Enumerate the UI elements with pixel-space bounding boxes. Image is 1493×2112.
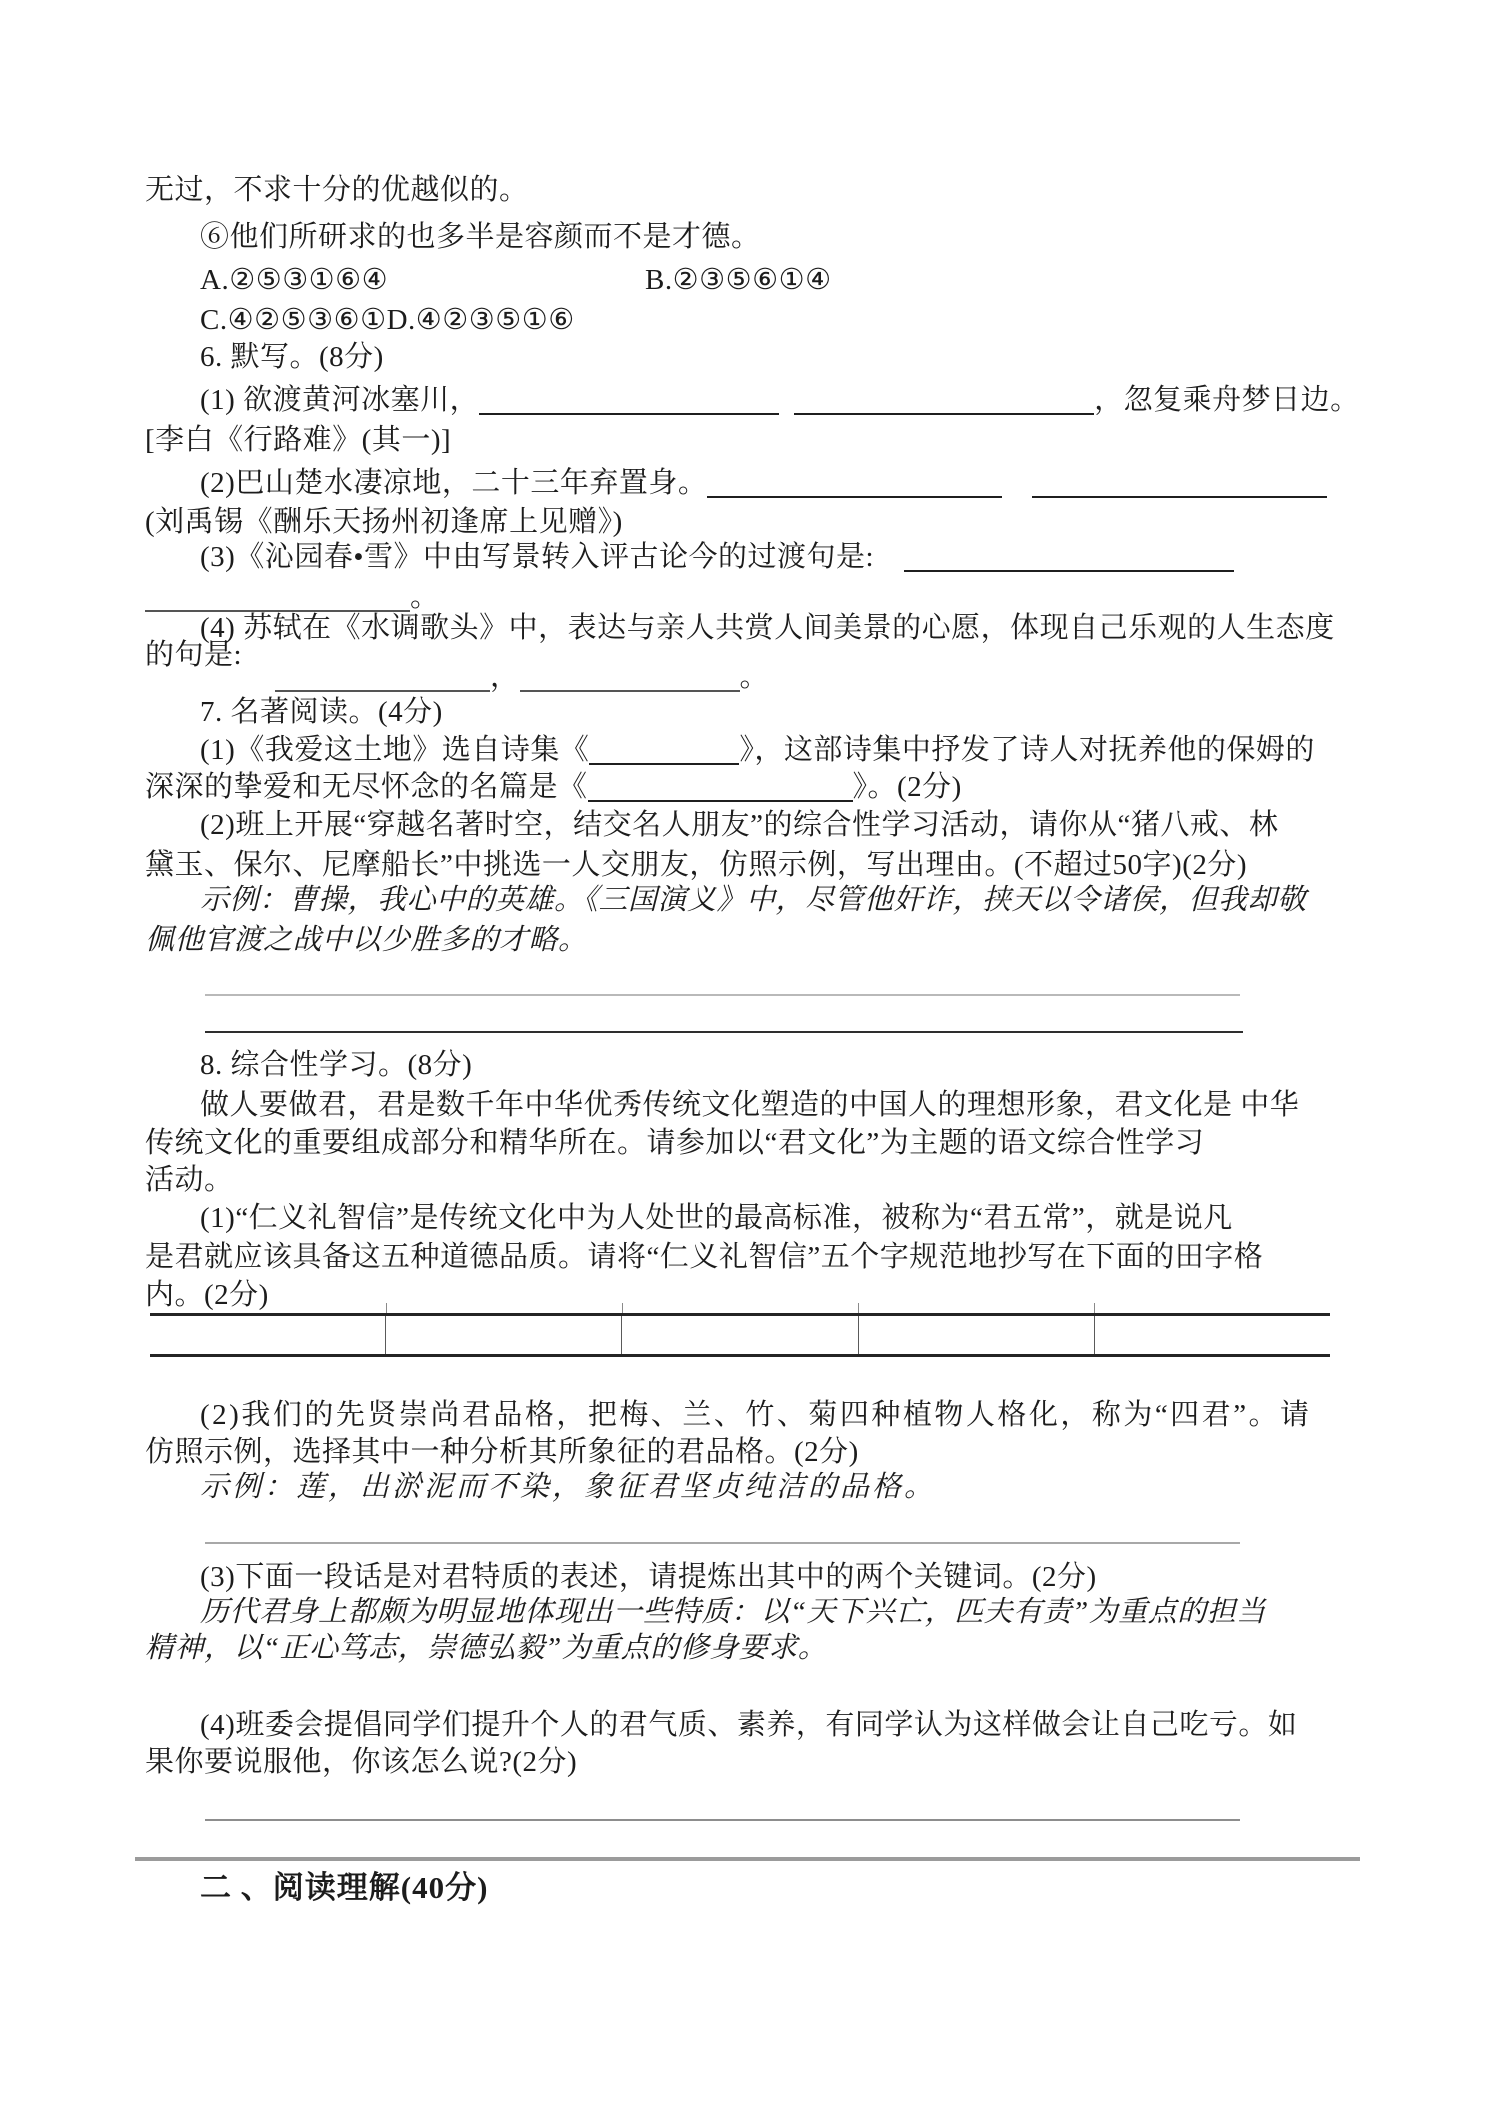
q5-option-cd: C.④②⑤③⑥①D.④②③⑤①⑥ bbox=[200, 304, 575, 336]
section-2-heading: 二 、阅读理解(40分) bbox=[200, 1870, 489, 1905]
q6-item1-line bbox=[200, 380, 1360, 420]
grid-tick bbox=[386, 1303, 387, 1313]
q6-item4-line1: (4) 苏轼在《水调歌头》中，表达与亲人共赏人间美景的心愿，体现自己乐观的人生态度 bbox=[200, 612, 1335, 644]
grid-cell bbox=[1095, 1316, 1330, 1354]
q6-item1-pre: (1) 欲渡黄河冰塞川， bbox=[200, 384, 480, 416]
q8-item3-quote-line1: 历代君身上都颇为明显地体现出一些特质：以“天下兴亡，匹夫有责”为重点的担当 bbox=[200, 1596, 1266, 1628]
q8-item2-line1: (2)我们的先贤崇尚君品格，把梅、兰、竹、菊四种植物人格化，称为“四君”。请 bbox=[200, 1399, 1312, 1431]
q5-stem-tail: 无过，不求十分的优越似的。 bbox=[145, 174, 529, 206]
q8-item2-line2: 仿照示例，选择其中一种分析其所象征的君品格。(2分) bbox=[145, 1436, 859, 1468]
q8-intro-line3: 活动。 bbox=[145, 1164, 234, 1196]
answer-line bbox=[205, 1542, 1240, 1544]
grid-cell bbox=[859, 1316, 1095, 1354]
q6-item3-line bbox=[200, 537, 1234, 577]
grid-cell bbox=[622, 1316, 858, 1354]
answer-blank bbox=[520, 660, 740, 692]
q6-item2-line bbox=[200, 463, 1327, 503]
q6-item4-period: 。 bbox=[739, 661, 770, 693]
q6-item1-source: [李白《行路难》(其一)] bbox=[145, 424, 452, 456]
answer-line bbox=[205, 994, 1240, 996]
q6-item1-post: ，忽复乘舟梦日边。 bbox=[1094, 384, 1360, 416]
q8-item1-line2: 是君就应该具备这五种道德品质。请将“仁义礼智信”五个字规范地抄写在下面的田字格 bbox=[145, 1241, 1264, 1273]
q6-item4-comma: ， bbox=[490, 661, 520, 693]
q8-item4-line1: (4)班委会提倡同学们提升个人的君气质、素养，有同学认为这样做会让自己吃亏。如 bbox=[200, 1709, 1298, 1741]
answer-blank bbox=[479, 383, 779, 415]
grid-cell bbox=[150, 1316, 386, 1354]
answer-line bbox=[205, 1819, 1240, 1821]
grid-cell bbox=[386, 1316, 622, 1354]
q8-item3-quote-line2: 精神，以“正心笃志，崇德弘毅”为重点的修身要求。 bbox=[145, 1632, 828, 1664]
q6-title: 6. 默写。(8分) bbox=[200, 341, 384, 373]
q6-item4-line2: 的句是: bbox=[145, 639, 243, 671]
answer-blank bbox=[589, 733, 739, 765]
q7-title: 7. 名著阅读。(4分) bbox=[200, 696, 443, 728]
q8-title: 8. 综合性学习。(8分) bbox=[200, 1049, 473, 1081]
q8-intro-line1: 做人要做君，君是数千年中华优秀传统文化塑造的中国人的理想形象，君文化是 中华 bbox=[200, 1089, 1300, 1121]
q8-item1-line1: (1)“仁义礼智信”是传统文化中为人处世的最高标准，被称为“君五常”，就是说凡 bbox=[200, 1202, 1233, 1234]
grid-tick bbox=[1094, 1303, 1095, 1313]
q6-item4-blanks bbox=[275, 657, 769, 697]
answer-blank bbox=[1032, 466, 1327, 498]
q5-option-b: B.②③⑤⑥①④ bbox=[645, 264, 832, 296]
q8-item4-line2: 果你要说服他，你该怎么说?(2分) bbox=[145, 1746, 578, 1778]
q7-example-line2: 佩他官渡之战中以少胜多的才略。 bbox=[145, 924, 588, 956]
section-divider bbox=[135, 1857, 1360, 1861]
answer-line bbox=[205, 1031, 1243, 1033]
grid-tick bbox=[622, 1303, 623, 1313]
q7-item1-line2-post: 》。(2分) bbox=[852, 771, 962, 803]
q7-item1-line2-pre: 深深的挚爱和无尽怀念的名篇是《 bbox=[145, 771, 588, 803]
q8-intro-line2: 传统文化的重要组成部分和精华所在。请参加以“君文化”为主题的语文综合性学习 bbox=[145, 1127, 1205, 1159]
writing-grid bbox=[150, 1313, 1330, 1357]
q5-option-a: A.②⑤③①⑥④ bbox=[200, 264, 389, 296]
answer-blank bbox=[794, 383, 1094, 415]
q7-item2-line2: 黛玉、保尔、尼摩船长”中挑选一人交朋友，仿照示例，写出理由。(不超过50字)(2分) bbox=[145, 849, 1248, 881]
q6-item3-period: 。 bbox=[410, 581, 440, 613]
answer-blank bbox=[707, 466, 1002, 498]
q7-example-line1: 示例：曹操，我心中的英雄。《三国演义》中，尽管他奸诈，挟天以令诸侯，但我却敬 bbox=[200, 884, 1307, 916]
q6-item2-source: (刘禹锡《酬乐天扬州初逢席上见赠》) bbox=[145, 506, 623, 538]
q6-item2-pre: (2)巴山楚水凄凉地，二十三年弃置身。 bbox=[200, 467, 708, 499]
q7-item1-line1 bbox=[200, 730, 1315, 770]
q7-item2-line1: (2)班上开展“穿越名著时空，结交名人朋友”的综合性学习活动，请你从“猪八戒、林 bbox=[200, 809, 1279, 841]
grid-tick bbox=[858, 1303, 859, 1313]
q7-item1-mid: 》，这部诗集中抒发了诗人对抚养他的保姆的 bbox=[739, 734, 1315, 766]
q8-item3-line1: (3)下面一段话是对君特质的表述，请提炼出其中的两个关键词。(2分) bbox=[200, 1561, 1097, 1593]
q8-item2-example: 示例：莲，出淤泥而不染，象征君坚贞纯洁的品格。 bbox=[200, 1471, 937, 1503]
q6-item3-pre: (3)《沁园春•雪》中由写景转入评古论今的过渡句是: bbox=[200, 541, 875, 573]
q8-item1-line3: 内。(2分) bbox=[145, 1279, 269, 1311]
q5-sentence-6: ⑥他们所研求的也多半是容颜而不是才德。 bbox=[200, 221, 761, 253]
q7-item1-pre: (1)《我爱这土地》选自诗集《 bbox=[200, 734, 590, 766]
q7-item1-line2 bbox=[145, 767, 962, 807]
answer-blank bbox=[588, 770, 853, 802]
answer-blank bbox=[904, 540, 1234, 572]
answer-blank bbox=[275, 660, 490, 692]
